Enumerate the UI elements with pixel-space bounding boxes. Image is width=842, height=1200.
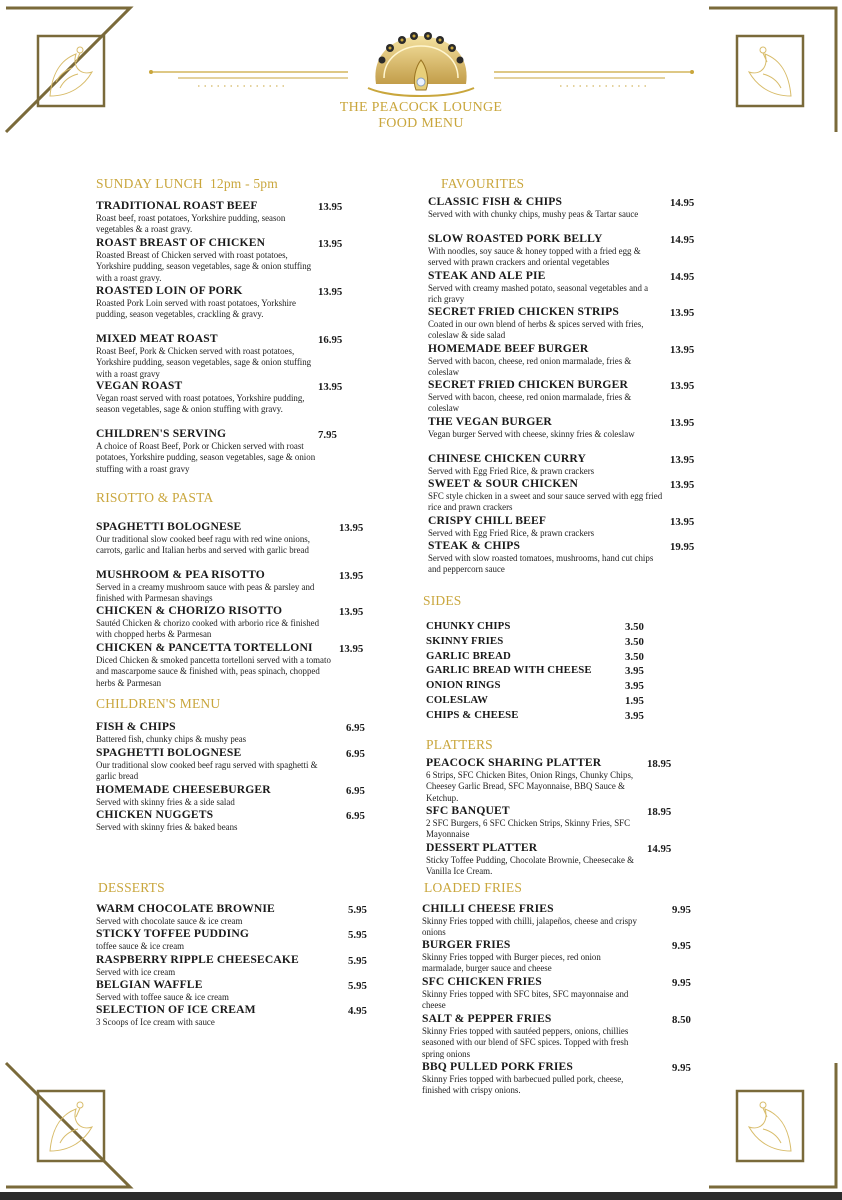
menu-item [428, 196, 664, 220]
item-price: 6.95 [346, 785, 365, 797]
item-description: Served with with chunky chips, mushy peas & Tartar sauce [428, 208, 639, 219]
item-description: Roast Beef, Pork & Chicken served with roast potatoes, Yorkshire pudding, season vegetables, sage & onion stuffing with a roast gravy [96, 345, 312, 380]
item-price: 13.95 [670, 417, 695, 429]
item-description: Skinny Fries topped with chilli, jalapeños, cheese and crispy onions [422, 915, 637, 938]
item-name: DESSERT PLATTER [426, 841, 538, 854]
item-description: Served with ice cream [96, 966, 176, 977]
item-description: Our traditional slow cooked beef ragu served with spaghetti & garlic bread [96, 759, 318, 782]
item-description: Sautéd Chicken & chorizo cooked with arborio rice & finished with chopped herbs & Parmesan [96, 617, 320, 640]
side-item-name: COLESLAW [426, 694, 489, 706]
item-price: 5.95 [348, 955, 367, 967]
bottom-border [0, 1192, 842, 1200]
item-name: SFC BANQUET [426, 804, 510, 817]
side-item-name: GARLIC BREAD [426, 650, 511, 662]
item-name: BURGER FRIES [422, 938, 511, 951]
item-price: 13.95 [670, 307, 695, 319]
corner-frame-bottom-left [0, 1055, 145, 1195]
item-description: 2 SFC Burgers, 6 SFC Chicken Strips, Skinny Fries, SFC Mayonnaise [426, 817, 631, 840]
item-description: Roasted Breast of Chicken served with roast potatoes, Yorkshire pudding, season vegetables, sage & onion stuffing with a roast gravy. [96, 249, 312, 284]
item-price: 4.95 [348, 1005, 367, 1017]
menu-item [96, 954, 341, 978]
menu-item [428, 515, 664, 539]
section-title-risotto-pasta: RISOTTO & PASTA [96, 490, 214, 505]
item-description: Served with Egg Fried Rice, & prawn crackers [428, 465, 595, 476]
side-item-price: 3.95 [625, 665, 644, 677]
menu-item [428, 343, 664, 379]
item-description: Roast beef, roast potatoes, Yorkshire pudding, season vegetables & a roast gravy. [96, 212, 286, 235]
item-price: 13.95 [318, 201, 343, 213]
item-name: BELGIAN WAFFLE [96, 978, 203, 991]
item-name: RASPBERRY RIPPLE CHEESECAKE [96, 953, 299, 966]
item-name: CHILDREN'S SERVING [96, 427, 227, 440]
section-title-sides: SIDES [423, 593, 462, 608]
header-ornament-left [148, 66, 353, 92]
menu-item [96, 380, 318, 416]
item-description: Diced Chicken & smoked pancetta tortelloni served with a tomato and mascarpome sauce & finished with, peas spinach, chopped herbs & Parmesan [96, 654, 331, 689]
side-item-name: GARLIC BREAD WITH CHEESE [426, 664, 592, 676]
item-description: Served with skinny fries & baked beans [96, 821, 238, 832]
item-name: SPAGHETTI BOLOGNESE [96, 746, 242, 759]
item-price: 13.95 [670, 380, 695, 392]
menu-item [428, 379, 664, 415]
item-name: THE VEGAN BURGER [428, 415, 552, 428]
item-description: A choice of Roast Beef, Pork or Chicken served with roast potatoes, Yorkshire pudding, season vegetables, sage & onion stuffing with a roast gravy [96, 440, 316, 475]
side-item-name: SKINNY FRIES [426, 635, 504, 647]
item-name: SECRET FRIED CHICKEN BURGER [428, 378, 628, 391]
item-price: 9.95 [672, 977, 691, 989]
menu-item [96, 979, 341, 1003]
menu-item [96, 605, 336, 641]
menu-item [96, 237, 318, 285]
menu-item [96, 333, 318, 381]
side-item-price: 3.50 [625, 636, 644, 648]
menu-item [96, 809, 336, 833]
menu-item [428, 478, 664, 514]
item-description: Coated in our own blend of herbs & spices served with fries, coleslaw & side salad [428, 318, 644, 341]
item-price: 13.95 [670, 344, 695, 356]
item-description: 6 Strips, SFC Chicken Bites, Onion Rings, Chunky Chips, Cheesey Garlic Bread, SFC Mayonnaise, BBQ Sauce & Ketchup. [426, 769, 634, 804]
item-price: 14.95 [647, 843, 672, 855]
item-description: Skinny Fries topped with sautéed peppers, onions, chillies seasoned with our blend of SFC spices. Topped with fresh spring onions [422, 1025, 629, 1060]
item-price: 14.95 [670, 234, 695, 246]
item-name: BBQ PULLED PORK FRIES [422, 1060, 573, 1073]
item-name: CHILLI CHEESE FRIES [422, 902, 554, 915]
item-description: Served with chocolate sauce & ice cream [96, 915, 243, 926]
menu-item [428, 453, 664, 477]
header-ornament-right [490, 66, 695, 92]
menu-item [426, 757, 641, 805]
menu-item [422, 939, 637, 975]
menu-item [96, 1004, 341, 1028]
section-title-sunday-lunch: SUNDAY LUNCH 12pm - 5pm [96, 176, 278, 191]
item-price: 14.95 [670, 197, 695, 209]
section-title-platters: PLATTERS [426, 737, 493, 752]
item-price: 13.95 [670, 454, 695, 466]
item-name: HOMEMADE CHEESEBURGER [96, 783, 271, 796]
menu-item [96, 200, 318, 236]
item-description: toffee sauce & ice cream [96, 940, 185, 951]
item-name: FISH & CHIPS [96, 720, 176, 733]
item-price: 13.95 [670, 479, 695, 491]
menu-item [96, 285, 318, 321]
peacock-icon [749, 47, 791, 96]
menu-item [96, 747, 336, 783]
item-description: Our traditional slow cooked beef ragu with red wine onions, carrots, garlic and Italian herbs and served with garlic bread [96, 533, 310, 556]
section-title-childrens-menu: CHILDREN'S MENU [96, 696, 221, 711]
section-title-desserts: DESSERTS [98, 880, 165, 895]
item-name: CHINESE CHICKEN CURRY [428, 452, 586, 465]
item-name: SELECTION OF ICE CREAM [96, 1003, 256, 1016]
item-name: VEGAN ROAST [96, 379, 183, 392]
item-description: Skinny Fries topped with SFC bites, SFC mayonnaise and cheese [422, 988, 629, 1011]
item-description: Served with bacon, cheese, red onion marmalade, fries & coleslaw [428, 355, 632, 378]
item-name: TRADITIONAL ROAST BEEF [96, 199, 258, 212]
item-description: Served with creamy mashed potato, seasonal vegetables and a rich gravy [428, 282, 649, 305]
item-name: SWEET & SOUR CHICKEN [428, 477, 578, 490]
menu-item [428, 540, 664, 576]
corner-frame-bottom-right [697, 1055, 842, 1195]
side-item-price: 1.95 [625, 695, 644, 707]
menu-item [422, 976, 637, 1012]
item-price: 18.95 [647, 758, 672, 770]
item-name: ROASTED LOIN OF PORK [96, 284, 243, 297]
side-item-name: ONION RINGS [426, 679, 501, 691]
item-price: 19.95 [670, 541, 695, 553]
menu-title: FOOD MENU [378, 116, 464, 131]
item-description: Served with slow roasted tomatoes, mushrooms, hand cut chips and peppercorn sauce [428, 552, 654, 575]
item-price: 7.95 [318, 429, 337, 441]
item-price: 13.95 [339, 606, 364, 618]
item-description: Vegan roast served with roast potatoes, Yorkshire pudding, season vegetables, sage & onion stuffing with gravy. [96, 392, 305, 415]
menu-item [428, 306, 664, 342]
item-price: 5.95 [348, 929, 367, 941]
menu-item [96, 642, 336, 690]
item-name: PEACOCK SHARING PLATTER [426, 756, 602, 769]
section-title-loaded-fries: LOADED FRIES [424, 880, 523, 895]
item-description: SFC style chicken in a sweet and sour sauce served with egg fried rice and prawn crackers [428, 490, 663, 513]
item-price: 13.95 [339, 522, 364, 534]
item-description: Roasted Pork Loin served with roast potatoes, Yorkshire pudding, season vegetables, crackling & gravy. [96, 297, 296, 320]
item-name: CHICKEN & CHORIZO RISOTTO [96, 604, 283, 617]
menu-item [96, 903, 341, 927]
item-name: SLOW ROASTED PORK BELLY [428, 232, 603, 245]
menu-item [426, 805, 641, 841]
item-price: 16.95 [318, 334, 343, 346]
item-price: 6.95 [346, 722, 365, 734]
item-price: 5.95 [348, 980, 367, 992]
item-name: STEAK & CHIPS [428, 539, 521, 552]
item-price: 9.95 [672, 1062, 691, 1074]
item-price: 9.95 [672, 904, 691, 916]
item-description: With noodles, soy sauce & honey topped with a fried egg & served with prawn crackers and oriental vegetables [428, 245, 641, 268]
item-name: ROAST BREAST OF CHICKEN [96, 236, 266, 249]
peacock-crest-icon [362, 28, 480, 100]
menu-item [428, 270, 664, 306]
item-description: Served with bacon, cheese, red onion marmalade, fries & coleslaw [428, 391, 632, 414]
item-price: 13.95 [318, 238, 343, 250]
menu-item [428, 233, 664, 269]
item-description: 3 Scoops of Ice cream with sauce [96, 1016, 215, 1027]
item-name: SECRET FRIED CHICKEN STRIPS [428, 305, 619, 318]
item-name: STICKY TOFFEE PUDDING [96, 927, 250, 940]
side-item-price: 3.50 [625, 621, 644, 633]
menu-item [422, 1061, 637, 1097]
brand-name: THE PEACOCK LOUNGE [339, 100, 503, 115]
item-name: SFC CHICKEN FRIES [422, 975, 542, 988]
peacock-icon [749, 1102, 791, 1151]
item-description: Served with toffee sauce & ice cream [96, 991, 229, 1002]
item-description: Served with skinny fries & a side salad [96, 796, 235, 807]
side-item-price: 3.50 [625, 651, 644, 663]
side-item-name: CHIPS & CHEESE [426, 709, 519, 721]
menu-item [96, 721, 336, 745]
item-price: 8.50 [672, 1014, 691, 1026]
item-price: 6.95 [346, 810, 365, 822]
section-title-favourites: FAVOURITES [441, 176, 525, 191]
item-description: Vegan burger Served with cheese, skinny fries & coleslaw [428, 428, 635, 439]
item-name: STEAK AND ALE PIE [428, 269, 546, 282]
item-description: Skinny Fries topped with Burger pieces, red onion marmalade, burger sauce and cheese [422, 951, 601, 974]
item-name: CHICKEN & PANCETTA TORTELLONI [96, 641, 313, 654]
item-price: 13.95 [318, 381, 343, 393]
menu-item [96, 521, 336, 557]
item-name: SALT & PEPPER FRIES [422, 1012, 552, 1025]
item-description: Served with Egg Fried Rice, & prawn crackers [428, 527, 595, 538]
item-price: 18.95 [647, 806, 672, 818]
item-price: 13.95 [318, 286, 343, 298]
menu-item [426, 842, 641, 878]
side-item-price: 3.95 [625, 710, 644, 722]
menu-item [96, 569, 336, 605]
item-description: Battered fish, chunky chips & mushy peas [96, 733, 247, 744]
item-price: 9.95 [672, 940, 691, 952]
item-name: SPAGHETTI BOLOGNESE [96, 520, 242, 533]
menu-item [96, 928, 341, 952]
item-name: MUSHROOM & PEA RISOTTO [96, 568, 265, 581]
menu-item [422, 903, 637, 939]
menu-item [428, 416, 664, 440]
menu-item [96, 428, 318, 476]
item-price: 5.95 [348, 904, 367, 916]
item-name: MIXED MEAT ROAST [96, 332, 218, 345]
item-name: CRISPY CHILL BEEF [428, 514, 547, 527]
item-price: 14.95 [670, 271, 695, 283]
menu-item [422, 1013, 637, 1061]
item-name: CLASSIC FISH & CHIPS [428, 195, 563, 208]
item-description: Skinny Fries topped with barbecued pulled pork, cheese, finished with crispy onions. [422, 1073, 624, 1096]
item-name: HOMEMADE BEEF BURGER [428, 342, 589, 355]
item-description: Served in a creamy mushroom sauce with peas & parsley and finished with Parmesan shavings [96, 581, 315, 604]
side-item-name: CHUNKY CHIPS [426, 620, 511, 632]
item-name: CHICKEN NUGGETS [96, 808, 214, 821]
menu-item [96, 784, 336, 808]
item-price: 13.95 [670, 516, 695, 528]
item-description: Sticky Toffee Pudding, Chocolate Brownie, Cheesecake & Vanilla Ice Cream. [426, 854, 635, 877]
item-price: 6.95 [346, 748, 365, 760]
side-item-price: 3.95 [625, 680, 644, 692]
item-name: WARM CHOCOLATE BROWNIE [96, 902, 275, 915]
item-price: 13.95 [339, 643, 364, 655]
item-price: 13.95 [339, 570, 364, 582]
